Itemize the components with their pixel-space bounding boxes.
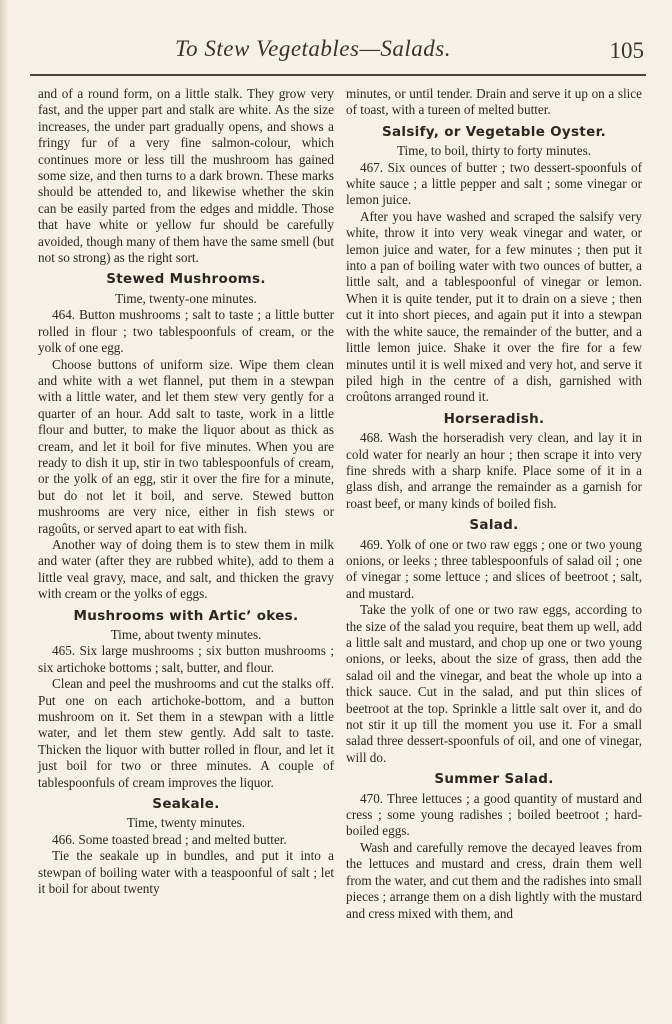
left-column: [38, 86, 334, 898]
running-title: To Stew Vegetables—Salads.: [174, 36, 452, 61]
page-edge-shadow: [0, 0, 8, 1024]
header-rule: [30, 74, 646, 76]
recipe-method: Clean and peel the mushrooms and cut the stalks off. Put one on each artichoke-bottom, and a button mushroom on it. Set them in a stewpan with a little water, and let them stew gently. Add salt to taste. Thicken the liquor with butter rolled in flour, and let it just boil for two or three minutes. A couple of tablespoonfuls of cream improves the liquor.: [38, 676, 334, 790]
page-header: [30, 36, 646, 76]
time-note: Time, to boil, thirty to forty minutes.: [396, 143, 592, 159]
recipe-ingredients: 467. Six ounces of butter ; two dessert-spoonfuls of white sauce ; a little pepper and salt ; some vinegar or lemon juice.: [346, 159, 642, 208]
recipe-ingredients: 466. Some toasted bread ; and melted butter.: [52, 831, 287, 847]
right-column: [346, 86, 642, 922]
recipe-variation: Another way of doing them is to stew them in milk and water (after they are rubbed white), add to them a little veal gravy, mace, and salt, and thicken the gravy with cream or the yolks of eggs.: [38, 536, 334, 602]
section-heading-stewed-mushrooms: Stewed Mushrooms.: [106, 271, 266, 288]
recipe-method: After you have washed and scraped the salsify very white, throw it into very weak vinegar and water, or lemon juice and water, for a few minutes ; then put it into a pan of boiling water with two ounces of butter, a little salt, and a tablespoonful of vinegar or lemon. When it is quite tender, put it to drain on a sieve ; then cut it into short pieces, and again put it into a stewpan with the white sauce, the remainder of the butter, and a little lemon juice. Shake it over the fire for a few minutes until it is well mixed and very hot, and serve it piled high in the centre of a dish, garnished with croûtons arranged round it.: [346, 208, 642, 405]
section-heading-summer-salad: Summer Salad.: [434, 771, 554, 788]
section-heading-seakale: Seakale.: [152, 796, 220, 813]
recipe-method: Tie the seakale up in bundles, and put it into a stewpan of boiling water with a teaspoonful of salt ; let it boil for about twenty: [38, 848, 334, 897]
time-note: Time, twenty-one minutes.: [115, 290, 257, 306]
paragraph: minutes, or until tender. Drain and serve it up on a slice of toast, with a tureen of melted butter.: [346, 86, 642, 118]
section-heading-salad: Salad.: [469, 517, 519, 534]
paragraph: and of a round form, on a little stalk. They grow very fast, and the upper part and stalk are white. As the size increases, the under part gradually opens, and shows a fringy fur of a very fine salmon-colour, which continues more or less till the mushroom has gained some size, and then turns to a dark brown. These marks should be attended to, and likewise whether the skin can be easily parted from the edges and middle. Those that have white or yellow fur should be carefully avoided, though many of them have the same smell (but not so strong) as the right sort.: [38, 86, 334, 266]
recipe-method: Take the yolk of one or two raw eggs, according to the size of the salad you require, beat them up well, add a little salt and mustard, and chop up one or two young onions, or leeks, about the size of grass, then add the salad oil and the vinegar, and beat the whole up into a thick sauce. Cut in the salad, and put thin slices of beetroot at the top. Sprinkle a little salt over it, and do not stir it up till the moment you use it. For a small salad three dessert-spoonfuls of oil, and one of vinegar, will do.: [346, 602, 642, 765]
section-heading-salsify: Salsify, or Vegetable Oyster.: [381, 123, 607, 140]
recipe-ingredients: 465. Six large mushrooms ; six button mushrooms ; six artichoke bottoms ; salt, butter, and flour.: [38, 643, 334, 675]
time-note: Time, twenty minutes.: [126, 815, 246, 831]
section-heading-mushrooms-artichokes: Mushrooms with Articʼ okes.: [73, 607, 299, 624]
page-number: 105: [609, 38, 644, 63]
section-heading-horseradish: Horseradish.: [443, 410, 545, 427]
recipe-ingredients: 469. Yolk of one or two raw eggs ; one or two young onions, or leeks ; three tablespoonfuls of salad oil ; one of vinegar ; some lettuce ; and slices of beetroot ; salt, and mustard.: [346, 536, 642, 601]
recipe-ingredients: 464. Button mushrooms ; salt to taste ; a little butter rolled in flour ; two tablespoonfuls of cream, or the yolk of one egg.: [38, 307, 334, 356]
recipe-method: Choose buttons of uniform size. Wipe them clean and white with a wet flannel, put them in a stewpan with a little water, and let them stew very gently for a quarter of an hour. Add salt to taste, work in a little flour and butter, to make the liquor about as thick as cream, and let it boil for five minutes. When you are ready to dish it up, stir in two tablespoonfuls of cream, or the yolk of an egg, stir it over the fire for a minute, but do not let it boil, and serve. Stewed button mushrooms are very nice, either in fish stews or ragoûts, or served apart to eat with fish.: [38, 356, 334, 536]
recipe-method: 468. Wash the horseradish very clean, and lay it in cold water for nearly an hour ; then scrape it into very fine shreds with a sharp knife. Place some of it in a glass dish, and arrange the remainder as a garnish for roast beef, or many kinds of boiled fish.: [346, 430, 642, 511]
recipe-ingredients: 470. Three lettuces ; a good quantity of mustard and cress ; some young radishes ; boiled beetroot ; hard-boiled eggs.: [346, 790, 642, 839]
time-note: Time, about twenty minutes.: [110, 627, 262, 642]
recipe-method: Wash and carefully remove the decayed leaves from the lettuces and mustard and cress, drain them well from the water, and cut them and the radishes into small pieces ; arrange them on a dish lightly with the mustard and cress mixed with them, and: [346, 839, 642, 921]
